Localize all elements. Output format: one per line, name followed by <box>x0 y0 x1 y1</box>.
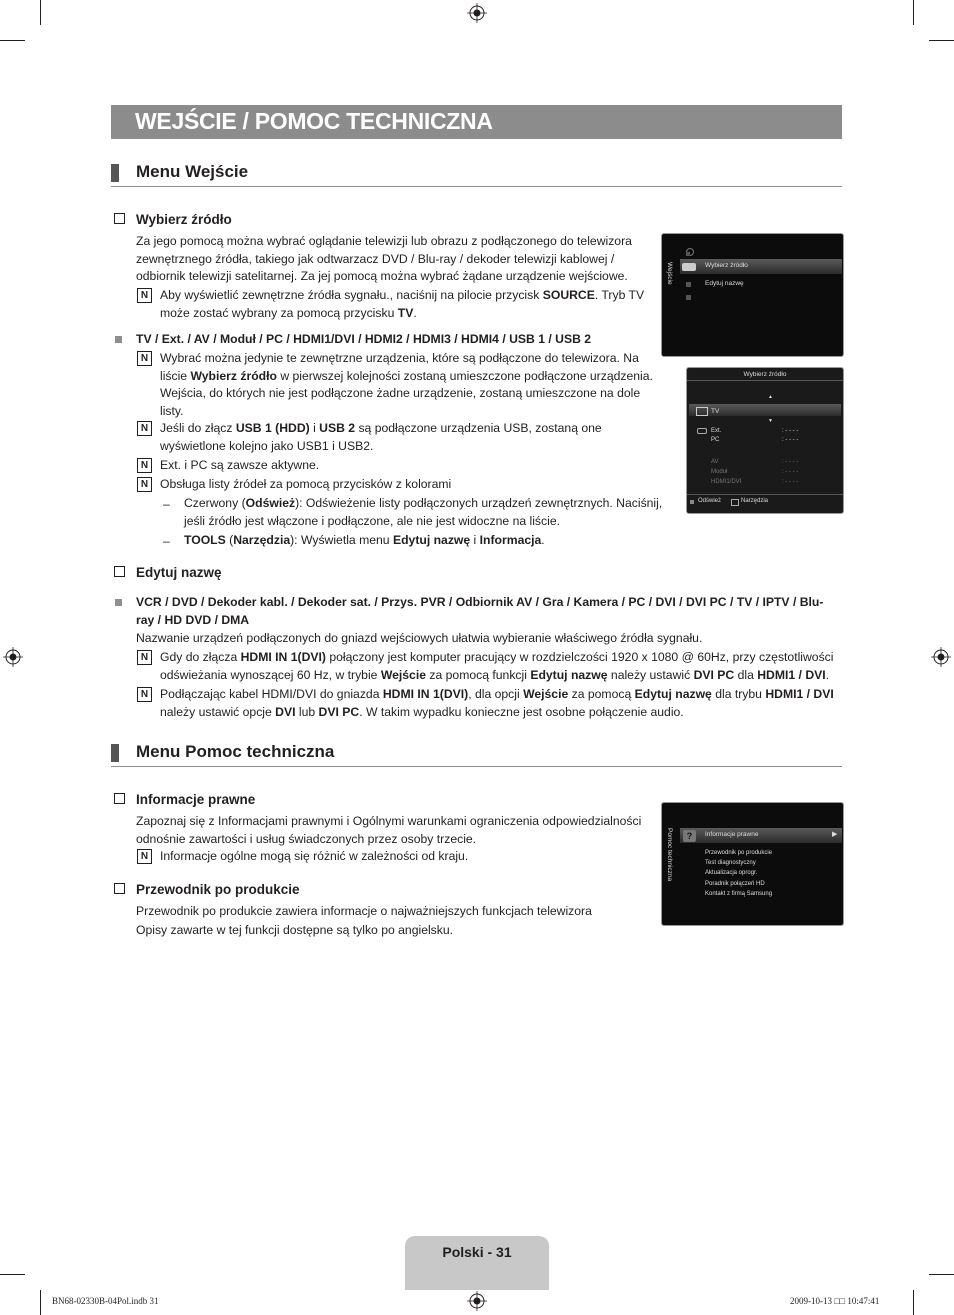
list-heading: TV / Ext. / AV / Moduł / PC / HDMI1/DVI / HDMI2 / HDMI3 / HDMI4 / USB 1 / USB 2 <box>136 332 592 346</box>
section-title: Menu Wejście <box>136 162 249 181</box>
crop-mark <box>913 1290 914 1315</box>
source-modul: Moduł <box>711 469 728 475</box>
subheading-edytuj-nazwe: Edytuj nazwę <box>114 565 222 580</box>
dash-item: Czerwony (Odśwież): Odświeżenie listy podłączonych urządzeń zewnętrznych. Naciśnij, jeśli źródło jest włączone i podłączone, ale nie jest widoczne na liście. <box>184 496 663 528</box>
section-heading-menu-pomoc <box>111 742 842 767</box>
osd-source-list <box>686 367 844 514</box>
source-value: : - - - - <box>782 479 799 485</box>
note-text: Jeśli do złącz USB 1 (HDD) i USB 2 są podłączone urządzenia USB, zostaną one wyświetlone kolejno jako USB1 i USB2. <box>160 421 602 453</box>
crop-mark <box>929 1274 954 1275</box>
paragraph: Zapoznaj się z Informacjami prawnymi i Ogólnymi warunkami ograniczenia odpowiedzialności odnośnie zawartości i usług świadczonych przez osoby trzecie. <box>136 814 642 846</box>
checkbox-bullet-icon <box>114 883 125 894</box>
osd-submenu-item: Przewodnik po produkcie <box>705 850 773 856</box>
dash-item: TOOLS (Narzędzia): Wyświetla menu Edytuj nazwę i Informacja. <box>184 533 545 547</box>
section-title: Menu Pomoc techniczna <box>136 742 335 761</box>
source-value: : - - - - <box>782 428 799 434</box>
osd-submenu-item: Kontakt z firmą Samsung <box>705 891 773 897</box>
osd-menu-item: Edytuj nazwę <box>705 280 744 287</box>
imprint-date: 2009-10-13 □□ 10:47:41 <box>790 1296 880 1306</box>
section-marker <box>111 744 119 762</box>
crop-mark <box>929 40 954 41</box>
checkbox-bullet-icon <box>114 793 125 804</box>
crop-mark <box>40 1290 41 1315</box>
source-value: : - - - - <box>782 469 799 475</box>
osd-title: Wybierz źródło <box>743 371 787 378</box>
source-value: : - - - - <box>782 437 799 443</box>
crop-mark <box>0 40 25 41</box>
source-av: AV <box>711 459 719 465</box>
imprint-file: BN68-02330B-04Pol.indb 31 <box>52 1296 159 1306</box>
source-hdmi: HDMI1/DVI <box>711 479 742 485</box>
note-text: Podłączając kabel HDMI/DVI do gniazda HDMI IN 1(DVI), dla opcji Wejście za pomocą Edytuj nazwę dla trybu HDMI1 / DVI należy ustawić opcje DVI lub DVI PC. W takim wypadku konieczne jest osobne połączenie audio. <box>160 687 834 719</box>
page-number-tab <box>405 1236 549 1290</box>
note-text: Gdy do złącza HDMI IN 1(DVI) połączony jest komputer pracujący w rozdzielczości 1920 x 1080 @ 60Hz, przy częstotliwości odświeżania wynoszącej 60 Hz, w trybie Wejście za pomocą funkcji Edytuj nazwę należy ustawić DVI PC dla HDMI1 / DVI. <box>160 650 834 682</box>
tools-icon <box>731 499 739 506</box>
registration-mark-icon <box>467 3 487 23</box>
note-text: Obsługa listy źródeł za pomocą przycisków z kolorami <box>160 477 452 491</box>
note-text: Aby wyświetlić zewnętrzne źródła sygnału., naciśnij na pilocie przycisk SOURCE. Tryb TV może zostać wybrany za pomocą przycisku TV. <box>160 288 645 320</box>
registration-mark-icon <box>3 647 23 667</box>
arrow-up-icon: ▲ <box>768 394 773 400</box>
section-heading-menu-wejscie <box>111 162 842 187</box>
checkbox-bullet-icon <box>114 213 125 224</box>
note-text: Informacje ogólne mogą się różnić w zależności od kraju. <box>160 849 469 863</box>
crop-mark <box>40 0 41 25</box>
refresh-button-label: Odśwież <box>698 498 722 504</box>
help-icon: ? <box>683 830 696 842</box>
osd-menu-item: Informacje prawne <box>705 831 759 838</box>
note-text: Ext. i PC są zawsze aktywne. <box>160 458 320 472</box>
source-pc: PC <box>711 437 720 443</box>
page-title-bar <box>111 105 842 139</box>
paragraph: Przewodnik po produkcie zawiera informacje o najważniejszych funkcjach telewizora <box>136 904 592 918</box>
tools-button-label: Narzędzia <box>741 498 769 504</box>
checkbox-bullet-icon <box>114 566 125 577</box>
note-icon: N <box>137 687 152 702</box>
registration-mark-icon <box>467 1291 487 1311</box>
menu-icon <box>686 252 690 256</box>
paragraph: Za jego pomocą można wybrać oglądanie telewizji lub obrazu z podłączonego do telewizora zewnętrznego źródła, takiego jak odtwarzacz DVD / Blu-ray / dekoder telewizji kablowej / odbiornik telewizji satelitarnej. Za jej pomocą można wybrać żądane urządzenie wejściowe. <box>136 234 632 283</box>
square-bullet-icon <box>115 599 122 606</box>
subheading-wybierz-zrodlo: Wybierz źródło <box>114 212 232 227</box>
osd-support-menu <box>661 802 844 926</box>
arrow-right-icon: ▶ <box>832 831 838 838</box>
subheading-przewodnik: Przewodnik po produkcie <box>114 882 300 897</box>
square-bullet-icon <box>115 336 122 343</box>
dash-bullet: – <box>163 534 170 548</box>
note-text: Wybrać można jedynie te zewnętrzne urządzenia, które są podłączone do telewizora. Na liście Wybierz źródło w pierwszej kolejności zostaną umieszczone podłączone urządzenia. Wejścia, do których nie jest podłączone żadne urządzenie, zostaną umieszczone na dole listy. <box>160 351 653 418</box>
osd-side-label: Wejście <box>666 262 673 285</box>
osd-menu-item: Wybierz źródło <box>705 262 748 269</box>
app-icon <box>686 295 691 300</box>
note-icon: N <box>137 849 152 864</box>
registration-mark-icon <box>931 647 951 667</box>
note-icon: N <box>137 351 152 366</box>
crop-mark <box>0 1274 25 1275</box>
dash-bullet: – <box>163 497 170 511</box>
osd-submenu-item: Test diagnostyczny <box>705 860 756 866</box>
crop-mark <box>913 0 914 25</box>
source-tv: TV <box>711 408 720 415</box>
list-heading: VCR / DVD / Dekoder kabl. / Dekoder sat. / Przys. PVR / Odbiornik AV / Gra / Kamera / PC / DVI / DVI PC / TV / IPTV / Blu-ray / HD DVD / DMA <box>136 595 824 627</box>
red-button-icon <box>690 500 694 504</box>
osd-side-label: Pomoc techniczna <box>666 828 673 882</box>
note-icon: N <box>137 288 152 303</box>
page-title: WEJŚCIE / POMOC TECHNICZNA <box>135 108 493 134</box>
subheading-informacje-prawne: Informacje prawne <box>114 792 255 807</box>
note-icon: N <box>137 650 152 665</box>
input-plug-icon <box>682 263 696 271</box>
paragraph: Opisy zawarte w tej funkcji dostępne są tylko po angielsku. <box>136 923 454 937</box>
source-value: : - - - - <box>782 459 799 465</box>
note-icon: N <box>137 421 152 436</box>
page-number: Polski - 31 <box>442 1244 512 1260</box>
section-marker <box>111 164 119 182</box>
note-icon: N <box>137 477 152 492</box>
note-icon: N <box>137 458 152 473</box>
support-icon <box>686 282 691 287</box>
paragraph: Nazwanie urządzeń podłączonych do gniazd wejściowych ułatwia wybieranie właściwego źródła sygnału. <box>136 631 703 645</box>
arrow-down-icon: ▼ <box>768 418 773 424</box>
input-icon <box>697 428 707 434</box>
source-ext: Ext. <box>711 428 722 434</box>
osd-submenu-item: Poradnik połączeń HD <box>705 881 765 887</box>
osd-input-menu <box>661 233 844 357</box>
tv-icon <box>696 407 708 416</box>
osd-submenu-item: Aktualizacja oprogr. <box>705 870 758 876</box>
